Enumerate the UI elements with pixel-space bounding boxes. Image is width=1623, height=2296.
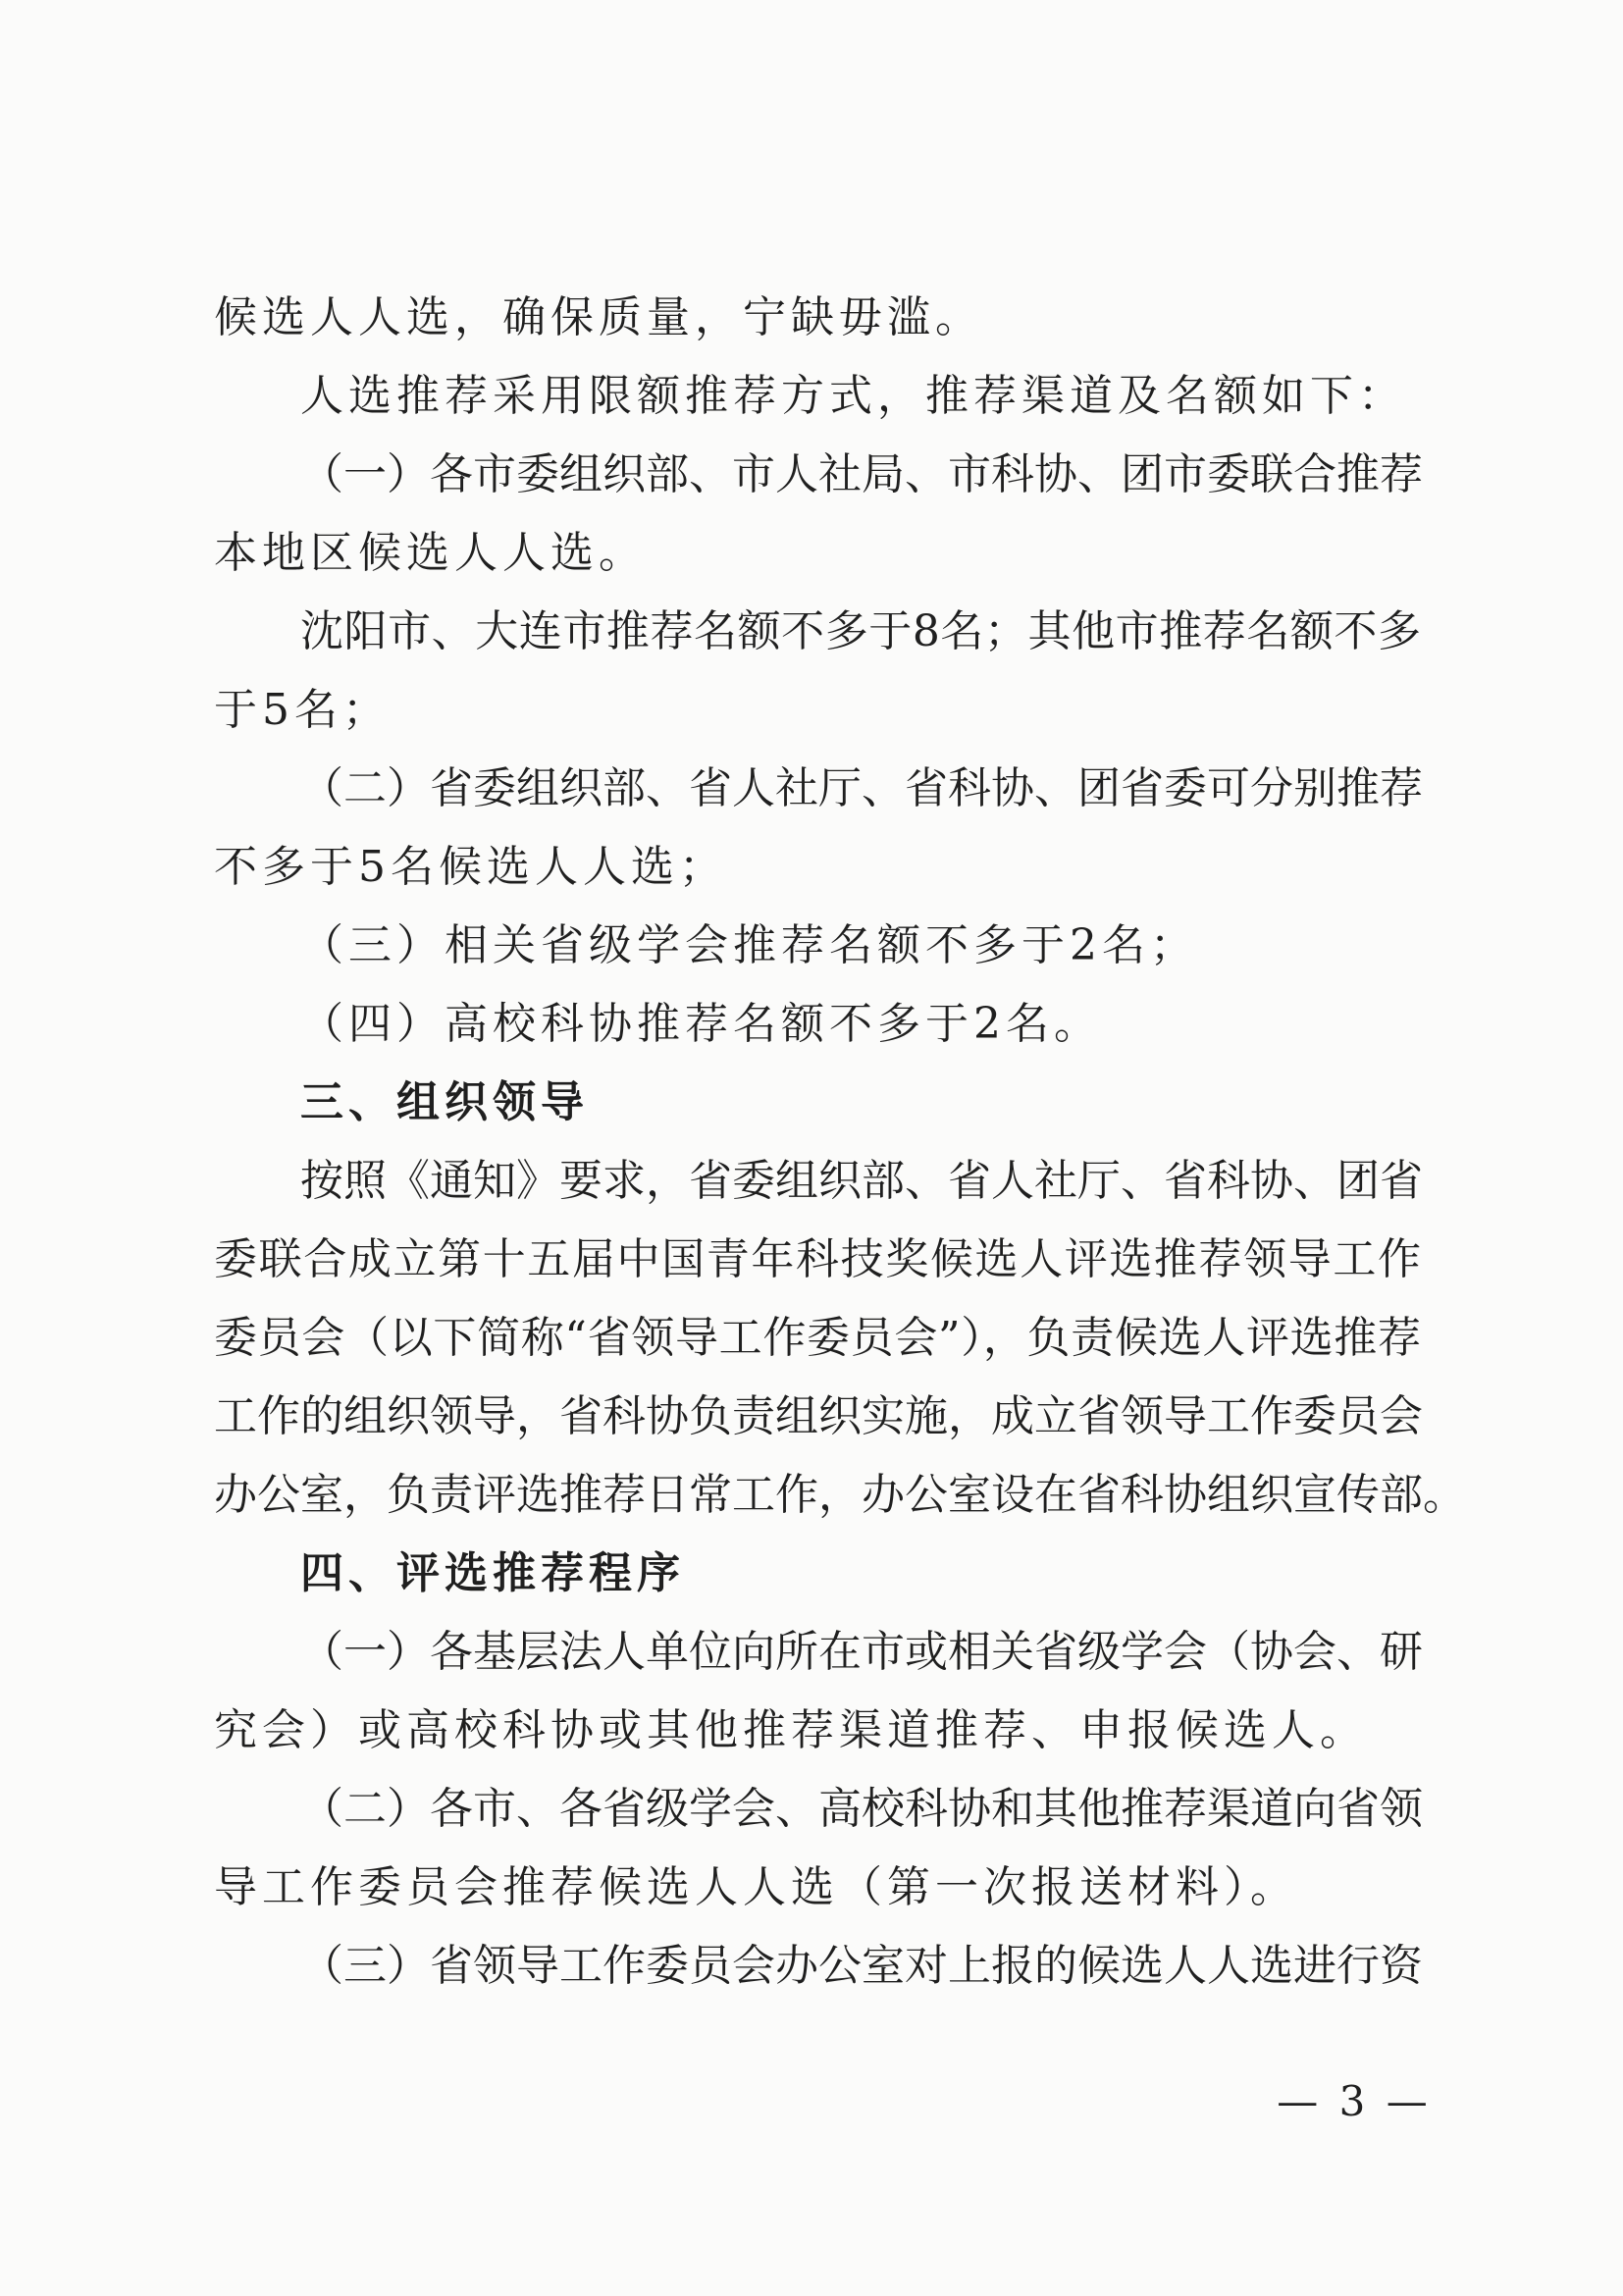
paragraph-line: （一）各市委组织部、市人社局、市科协、团市委联合推荐 — [300, 449, 1423, 499]
section-heading: 三、组织领导 — [300, 1077, 589, 1127]
paragraph-line: 按照《通知》要求，省委组织部、省人社厅、省科协、团省 — [300, 1156, 1423, 1206]
paragraph-line: 候选人人选，确保质量，宁缺毋滥。 — [214, 292, 983, 342]
paragraph-line: 究会）或高校科协或其他推荐渠道推荐、申报候选人。 — [214, 1705, 1368, 1755]
paragraph-line: （三）相关省级学会推荐名额不多于2名； — [300, 920, 1198, 970]
page-number: — 3 — — [1277, 2077, 1432, 2125]
paragraph-line: 本地区候选人人选。 — [214, 528, 647, 578]
paragraph-line: 于5名； — [214, 685, 391, 735]
paragraph-line: 工作的组织领导，省科协负责组织实施，成立省领导工作委员会 — [214, 1391, 1423, 1441]
paragraph-line: （一）各基层法人单位向所在市或相关省级学会（协会、研 — [300, 1627, 1423, 1677]
paragraph-line: 导工作委员会推荐候选人人选（第一次报送材料）。 — [214, 1862, 1298, 1912]
paragraph-line: （四）高校科协推荐名额不多于2名。 — [300, 999, 1102, 1049]
paragraph-line: （三）省领导工作委员会办公室对上报的候选人人选进行资 — [300, 1941, 1423, 1991]
paragraph-line: （二）各市、各省级学会、高校科协和其他推荐渠道向省领 — [300, 1784, 1423, 1834]
section-heading: 四、评选推荐程序 — [300, 1548, 685, 1598]
paragraph-line: 办公室，负责评选推荐日常工作，办公室设在省科协组织宣传部。 — [214, 1470, 1466, 1520]
paragraph-line: （二）省委组织部、省人社厅、省科协、团省委可分别推荐 — [300, 763, 1423, 813]
paragraph-line: 人选推荐采用限额推荐方式，推荐渠道及名额如下： — [300, 371, 1406, 421]
paragraph-line: 不多于5名候选人人选； — [214, 842, 727, 892]
paragraph-line: 沈阳市、大连市推荐名额不多于8名；其他市推荐名额不多 — [300, 606, 1421, 656]
paragraph-line: 委员会（以下简称“省领导工作委员会”），负责候选人评选推荐 — [214, 1313, 1421, 1363]
paragraph-line: 委联合成立第十五届中国青年科技奖候选人评选推荐领导工作 — [214, 1234, 1421, 1284]
